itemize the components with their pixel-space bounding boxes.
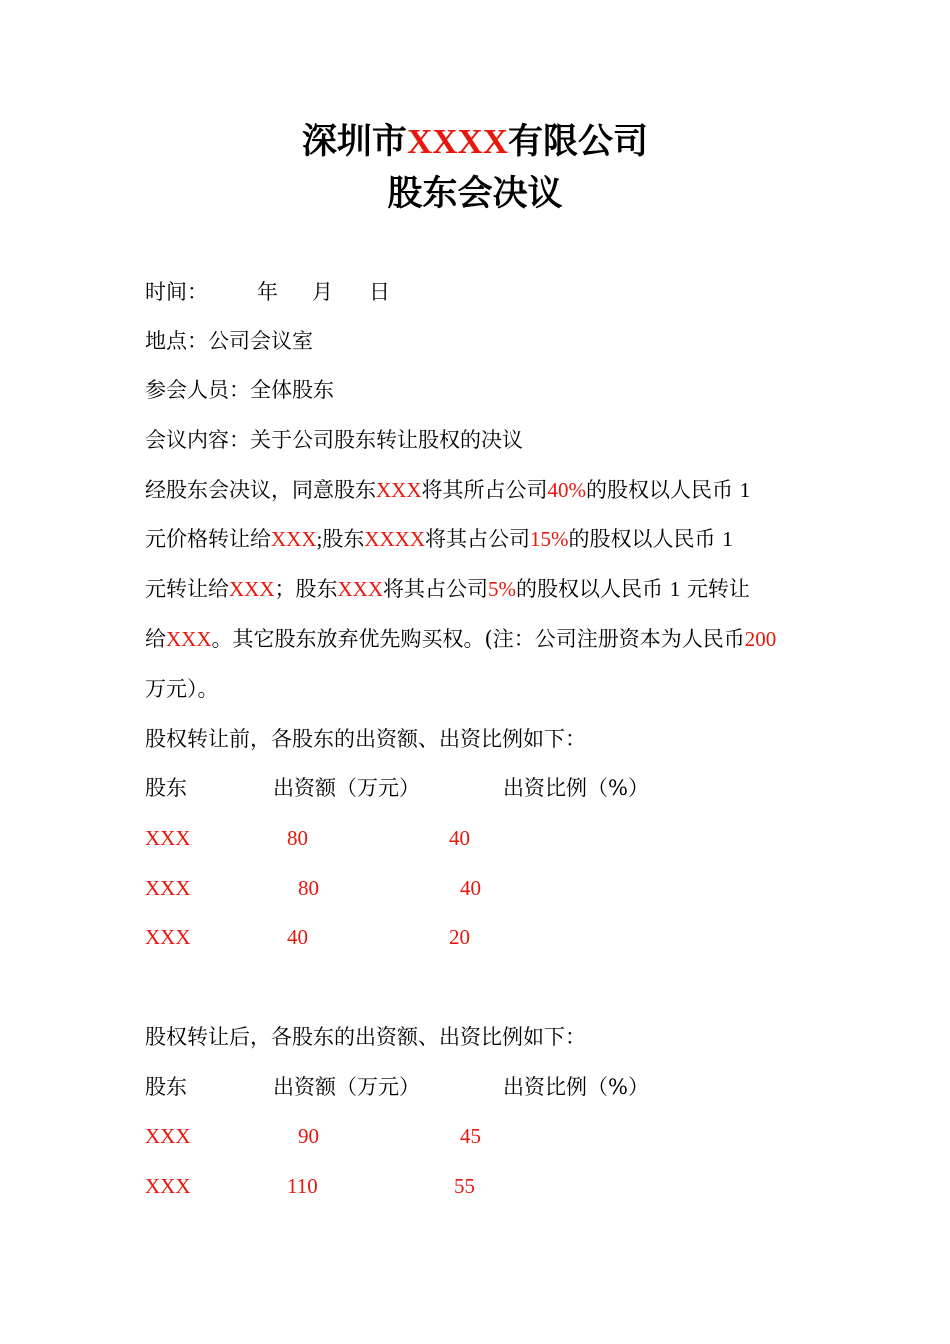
table-row-1-shareholder: XXX	[145, 1124, 191, 1148]
text: 将其所占公司	[421, 478, 548, 502]
meeting-subject: 会议内容：关于公司股东转让股权的决议	[145, 428, 523, 452]
text: 给	[145, 627, 166, 651]
shareholder-placeholder: XXX	[271, 527, 317, 551]
table-row-2-shareholder: XXX	[145, 1174, 191, 1198]
table-row-2-ratio: 40	[460, 876, 481, 900]
time-month: 月	[312, 280, 333, 304]
table-row-1-capital: 80	[287, 826, 308, 850]
share-percent: 5%	[488, 577, 516, 601]
before-transfer-heading: 股权转让前，各股东的出资额、出资比例如下：	[145, 727, 586, 751]
resolution-line-2	[145, 525, 733, 553]
title-prefix: 深圳市	[301, 121, 407, 162]
table-row-1-ratio: 40	[449, 826, 470, 850]
text: 元价格转让给	[145, 527, 271, 551]
table-row-3-shareholder: XXX	[145, 925, 191, 949]
resolution-line-1	[145, 476, 750, 504]
time-day: 日	[369, 280, 390, 304]
text: ；股东	[274, 577, 338, 601]
document-title-resolution: 股东会决议	[387, 173, 563, 214]
text: 将其占公司	[425, 527, 531, 551]
table-row-2-ratio: 55	[454, 1174, 475, 1198]
table-row-1-shareholder: XXX	[145, 826, 191, 850]
resolution-line-5: 万元）。	[145, 677, 219, 701]
shareholder-placeholder: XXX	[229, 577, 275, 601]
header-shareholder: 股东	[145, 1075, 187, 1099]
shareholder-placeholder: XXX	[376, 478, 422, 502]
header-shareholder: 股东	[145, 776, 187, 800]
text: 元转让给	[145, 577, 229, 601]
table-row-2-shareholder: XXX	[145, 876, 191, 900]
shareholder-placeholder: XXX	[166, 627, 212, 651]
resolution-line-3	[145, 575, 750, 603]
price-value: 1	[739, 478, 751, 502]
text: 的股权以人民币	[586, 478, 733, 502]
table-row-3-ratio: 20	[449, 925, 470, 949]
registered-capital-value: 200	[744, 627, 777, 651]
price-value: 1	[669, 577, 681, 601]
text: 将其占公司	[383, 577, 488, 601]
document-title-company	[0, 122, 950, 162]
header-capital: 出资额（万元）	[273, 1075, 420, 1099]
meeting-time	[145, 278, 390, 306]
after-transfer-heading: 股权转让后，各股东的出资额、出资比例如下：	[145, 1025, 586, 1049]
shareholder-placeholder: XXXX	[364, 527, 426, 551]
table-row-2-capital: 110	[287, 1174, 318, 1198]
text: 的股权以人民币	[568, 527, 716, 551]
header-capital: 出资额（万元）	[273, 776, 420, 800]
title-company-placeholder: XXXX	[406, 122, 509, 161]
text: ;股东	[316, 527, 365, 551]
text: 经股东会决议，同意股东	[145, 478, 376, 502]
table-row-3-capital: 40	[287, 925, 308, 949]
table-row-1-ratio: 45	[460, 1124, 481, 1148]
time-label: 时间：	[145, 280, 208, 304]
header-ratio: 出资比例（%）	[503, 1075, 649, 1099]
text: 。其它股东放弃优先购买权。(注：公司注册资本为人民币	[211, 627, 745, 651]
share-percent: 15%	[530, 527, 569, 551]
price-value: 1	[722, 527, 733, 551]
title-suffix: 有限公司	[508, 121, 649, 162]
text: 元转让	[686, 577, 750, 601]
text: 的股权以人民币	[516, 577, 663, 601]
share-percent: 40%	[547, 478, 586, 502]
meeting-place: 地点：公司会议室	[145, 329, 313, 353]
time-year: 年	[257, 280, 278, 304]
header-ratio: 出资比例（%）	[503, 776, 649, 800]
table-row-2-capital: 80	[298, 876, 319, 900]
meeting-attendees: 参会人员：全体股东	[145, 378, 334, 402]
resolution-line-4	[145, 625, 776, 653]
shareholder-placeholder: XXX	[337, 577, 383, 601]
table-row-1-capital: 90	[298, 1124, 319, 1148]
